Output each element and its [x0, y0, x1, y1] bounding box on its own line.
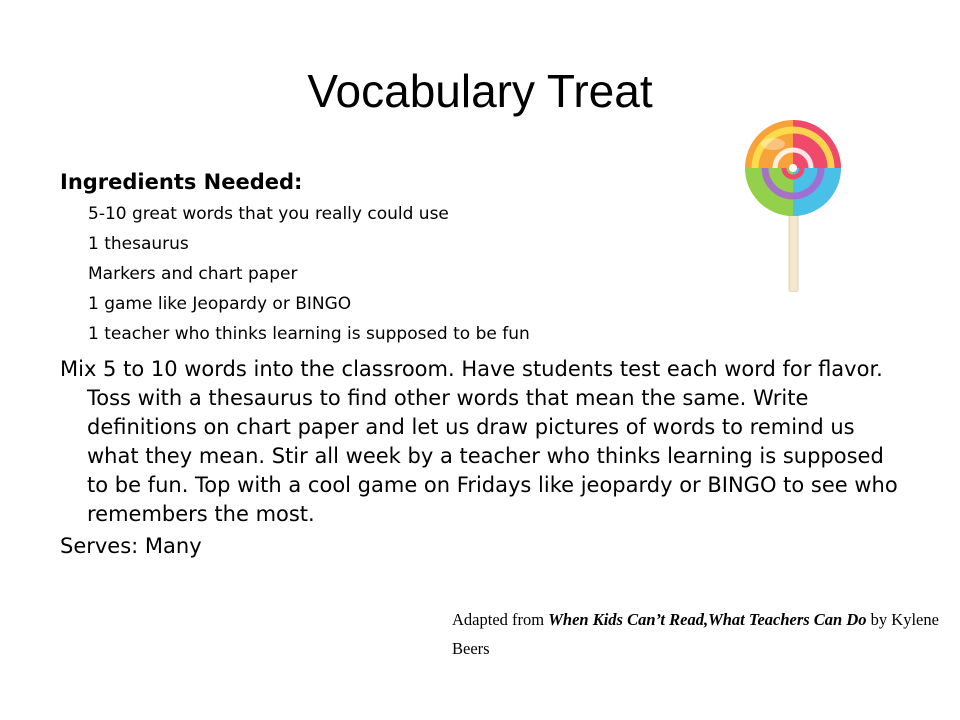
ingredients-heading: Ingredients Needed:: [60, 170, 303, 194]
ingredients-list: [60, 199, 910, 349]
credit-author: by Kylene Beers: [452, 610, 939, 658]
ingredient-item: 1 thesaurus: [88, 234, 189, 254]
ingredient-item: 1 game like Jeopardy or BINGO: [88, 294, 352, 314]
slide-title: Vocabulary Treat: [307, 65, 653, 117]
serves-line: Serves: Many: [60, 534, 202, 558]
ingredient-item: 1 teacher who thinks learning is supposed to be fun: [88, 324, 530, 344]
ingredient-item: Markers and chart paper: [88, 264, 298, 284]
credit-prefix: Adapted from: [452, 610, 549, 629]
source-credit: [452, 605, 960, 663]
ingredient-item: 5-10 great words that you really could use: [88, 204, 449, 224]
instructions-paragraph: Mix 5 to 10 words into the classroom. Have students test each word for flavor. Toss with a thesaurus to find other words that mean the same. Write definitions on chart paper and let us draw pictures of words to remind us what they mean. Stir all week by a teacher who thinks learning is supposed to be fun. Top with a cool game on Fridays like jeopardy or BINGO to see who remembers the most.: [60, 357, 898, 526]
credit-book-title: When Kids Can’t Read,What Teachers Can Do: [548, 610, 867, 629]
recipe-body: [60, 165, 910, 563]
